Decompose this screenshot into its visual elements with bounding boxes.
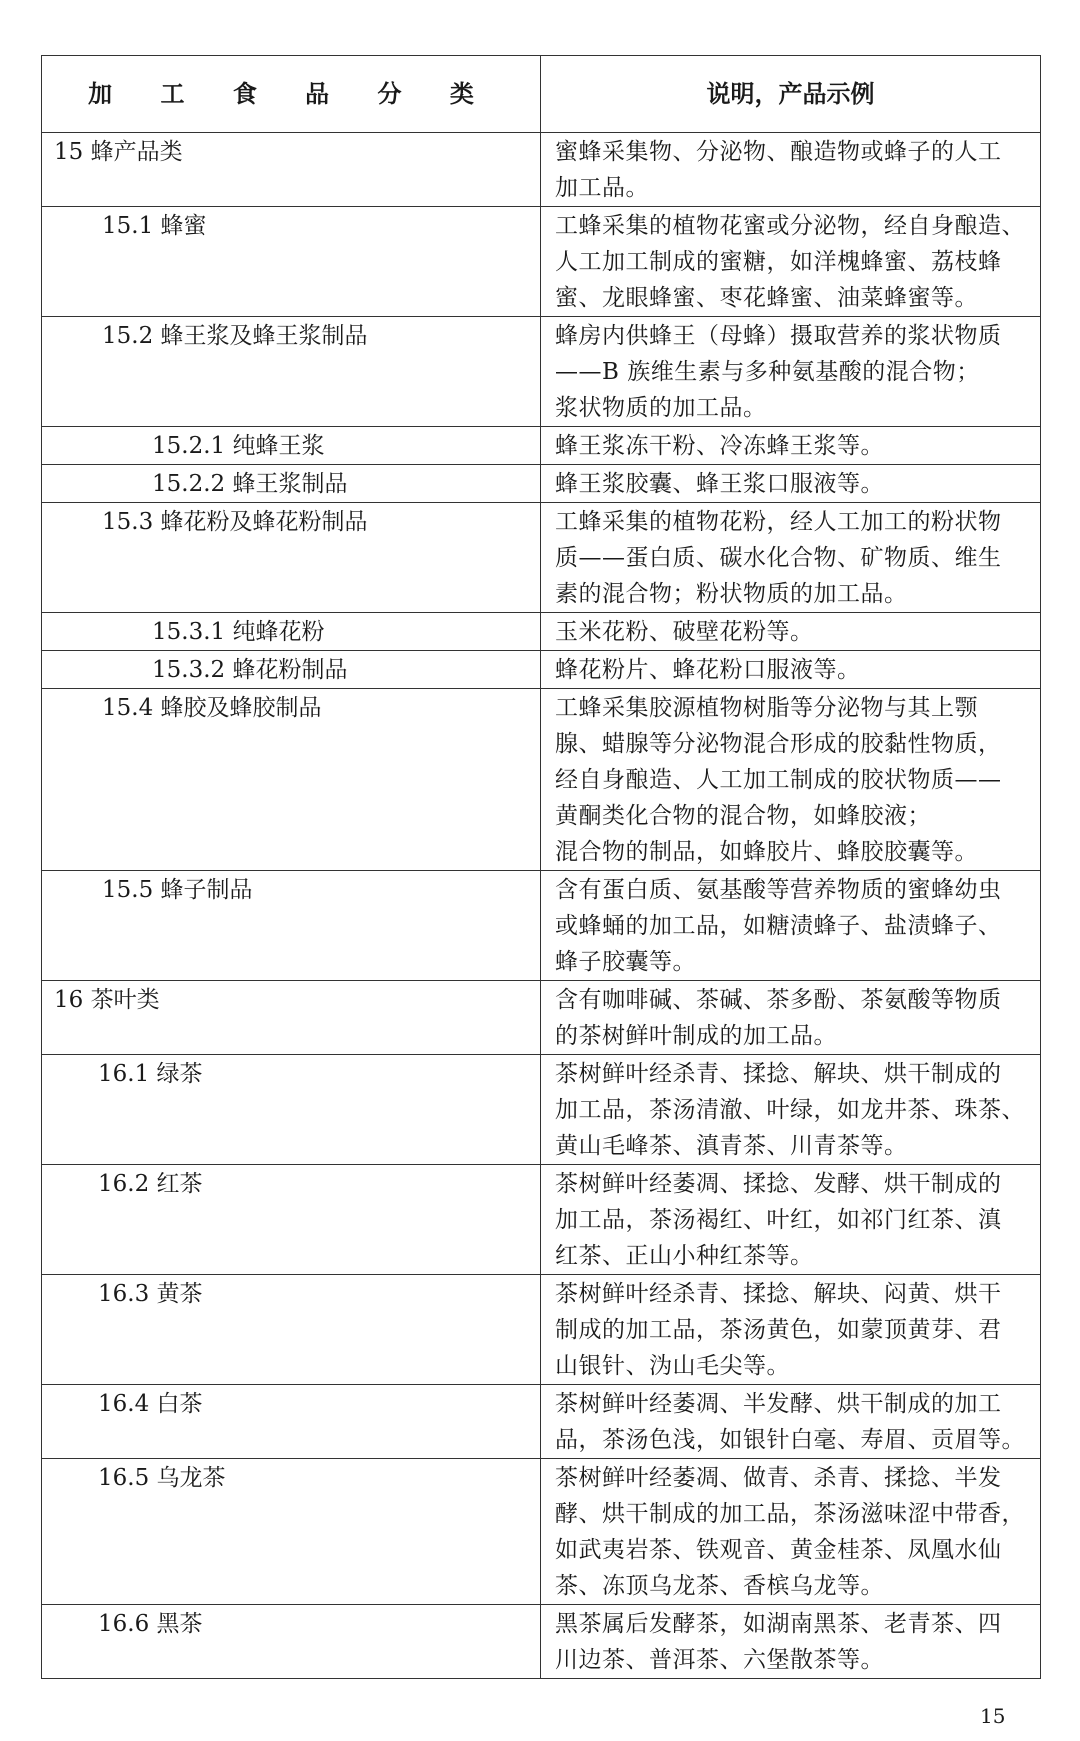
description-line: 经自身酿造、人工加工制成的胶状物质—— <box>555 767 1002 793</box>
description-line: 山银针、沩山毛尖等。 <box>555 1353 790 1379</box>
description-line: 浆状物质的加工品。 <box>555 395 767 421</box>
table-row <box>42 1165 1041 1275</box>
category-label: 15.3.2 蜂花粉制品 <box>152 657 348 683</box>
category-cell <box>42 651 541 689</box>
category-label: 15.5 蜂子制品 <box>102 877 253 903</box>
table-row <box>42 981 1041 1055</box>
table-header-row <box>42 56 1041 133</box>
description-line: 茶、冻顶乌龙茶、香槟乌龙等。 <box>555 1573 884 1599</box>
description-line: 茶树鲜叶经萎凋、做青、杀青、揉捻、半发 <box>555 1465 1002 1491</box>
category-label: 15.4 蜂胶及蜂胶制品 <box>102 695 322 721</box>
description-line: 蜜蜂采集物、分泌物、酿造物或蜂子的人工 <box>555 139 1002 165</box>
category-label: 15.2.1 纯蜂王浆 <box>152 433 325 459</box>
category-cell <box>42 981 541 1055</box>
table-row <box>42 1385 1041 1459</box>
description-line: 蜂王浆胶囊、蜂王浆口服液等。 <box>555 471 884 497</box>
category-cell <box>42 1385 541 1459</box>
description-cell <box>541 465 1041 503</box>
table-row <box>42 613 1041 651</box>
description-cell <box>541 651 1041 689</box>
category-cell <box>42 613 541 651</box>
description-line: 蜂王浆冻干粉、冷冻蜂王浆等。 <box>555 433 884 459</box>
description-cell <box>541 207 1041 317</box>
category-cell <box>42 1275 541 1385</box>
description-line: 制成的加工品，茶汤黄色，如蒙顶黄芽、君 <box>555 1317 1002 1343</box>
description-line: 加工品，茶汤清澈、叶绿，如龙井茶、珠茶、 <box>555 1097 1025 1123</box>
table-row <box>42 689 1041 871</box>
description-line: 混合物的制品，如蜂胶片、蜂胶胶囊等。 <box>555 839 978 865</box>
category-cell <box>42 871 541 981</box>
description-line: 工蜂采集的植物花粉，经人工加工的粉状物 <box>555 509 1002 535</box>
table-row <box>42 1605 1041 1679</box>
description-line: 工蜂采集的植物花蜜或分泌物，经自身酿造、 <box>555 213 1025 239</box>
category-label: 16.2 红茶 <box>98 1171 203 1197</box>
description-line: 玉米花粉、破壁花粉等。 <box>555 619 814 645</box>
header-category: 加 工 食 品 分 类 <box>42 56 541 133</box>
description-line: 蜂房内供蜂王（母蜂）摄取营养的浆状物质 <box>555 323 1002 349</box>
table-row <box>42 1055 1041 1165</box>
table-row <box>42 133 1041 207</box>
category-cell <box>42 1459 541 1605</box>
description-line: 茶树鲜叶经萎凋、揉捻、发酵、烘干制成的 <box>555 1171 1002 1197</box>
category-label: 16.1 绿茶 <box>98 1061 203 1087</box>
description-line: 含有蛋白质、氨基酸等营养物质的蜜蜂幼虫 <box>555 877 1002 903</box>
description-cell <box>541 689 1041 871</box>
category-label: 16.3 黄茶 <box>98 1281 203 1307</box>
description-line: 加工品，茶汤褐红、叶红，如祁门红茶、滇 <box>555 1207 1002 1233</box>
category-label: 15.1 蜂蜜 <box>102 213 207 239</box>
category-label: 16.6 黑茶 <box>98 1611 203 1637</box>
category-label: 15.3.1 纯蜂花粉 <box>152 619 325 645</box>
table-row <box>42 207 1041 317</box>
description-line: 酵、烘干制成的加工品，茶汤滋味涩中带香， <box>555 1501 1025 1527</box>
description-line: 加工品。 <box>555 175 649 201</box>
category-cell <box>42 133 541 207</box>
description-line: 蜜、龙眼蜂蜜、枣花蜂蜜、油菜蜂蜜等。 <box>555 285 978 311</box>
table-row <box>42 465 1041 503</box>
description-line: ——B 族维生素与多种氨基酸的混合物； <box>555 359 980 385</box>
description-line: 蜂子胶囊等。 <box>555 949 696 975</box>
description-cell <box>541 1165 1041 1275</box>
category-label: 15.3 蜂花粉及蜂花粉制品 <box>102 509 368 535</box>
category-cell <box>42 689 541 871</box>
description-line: 黄山毛峰茶、滇青茶、川青茶等。 <box>555 1133 908 1159</box>
category-cell <box>42 1605 541 1679</box>
table-row <box>42 503 1041 613</box>
description-cell <box>541 1385 1041 1459</box>
description-line: 黑茶属后发酵茶，如湖南黑茶、老青茶、四 <box>555 1611 1002 1637</box>
table-body <box>42 133 1041 1679</box>
table-row <box>42 1459 1041 1605</box>
category-label: 15 蜂产品类 <box>54 139 183 165</box>
description-line: 工蜂采集胶源植物树脂等分泌物与其上颚 <box>555 695 978 721</box>
description-cell <box>541 613 1041 651</box>
description-line: 人工加工制成的蜜糖，如洋槐蜂蜜、荔枝蜂 <box>555 249 1002 275</box>
category-label: 16 茶叶类 <box>54 987 160 1013</box>
category-cell <box>42 317 541 427</box>
table-row <box>42 317 1041 427</box>
category-cell <box>42 465 541 503</box>
description-cell <box>541 1459 1041 1605</box>
description-cell <box>541 1055 1041 1165</box>
description-cell <box>541 981 1041 1055</box>
description-line: 川边茶、普洱茶、六堡散茶等。 <box>555 1647 884 1673</box>
description-line: 红茶、正山小种红茶等。 <box>555 1243 814 1269</box>
description-line: 蜂花粉片、蜂花粉口服液等。 <box>555 657 861 683</box>
description-cell <box>541 1605 1041 1679</box>
table-row <box>42 1275 1041 1385</box>
table-row <box>42 651 1041 689</box>
category-label: 16.4 白茶 <box>98 1391 203 1417</box>
page-number: 15 <box>980 1704 1006 1728</box>
description-cell <box>541 1275 1041 1385</box>
table-row <box>42 427 1041 465</box>
description-line: 素的混合物；粉状物质的加工品。 <box>555 581 908 607</box>
description-line: 的茶树鲜叶制成的加工品。 <box>555 1023 837 1049</box>
description-line: 黄酮类化合物的混合物，如蜂胶液； <box>555 803 931 829</box>
food-classification-table <box>41 55 1041 1679</box>
category-cell <box>42 207 541 317</box>
description-line: 茶树鲜叶经杀青、揉捻、解块、闷黄、烘干 <box>555 1281 1002 1307</box>
description-cell <box>541 871 1041 981</box>
category-label: 16.5 乌龙茶 <box>98 1465 226 1491</box>
description-cell <box>541 427 1041 465</box>
category-label: 15.2.2 蜂王浆制品 <box>152 471 348 497</box>
description-cell <box>541 133 1041 207</box>
category-cell <box>42 503 541 613</box>
table-row <box>42 871 1041 981</box>
description-line: 品，茶汤色浅，如银针白毫、寿眉、贡眉等。 <box>555 1427 1025 1453</box>
description-line: 或蜂蛹的加工品，如糖渍蜂子、盐渍蜂子、 <box>555 913 1002 939</box>
header-description: 说明，产品示例 <box>541 56 1041 133</box>
category-cell <box>42 1055 541 1165</box>
description-line: 茶树鲜叶经杀青、揉捻、解块、烘干制成的 <box>555 1061 1002 1087</box>
description-cell <box>541 503 1041 613</box>
category-label: 15.2 蜂王浆及蜂王浆制品 <box>102 323 368 349</box>
description-line: 质——蛋白质、碳水化合物、矿物质、维生 <box>555 545 1002 571</box>
category-cell <box>42 1165 541 1275</box>
description-line: 含有咖啡碱、茶碱、茶多酚、茶氨酸等物质 <box>555 987 1002 1013</box>
category-cell <box>42 427 541 465</box>
description-line: 如武夷岩茶、铁观音、黄金桂茶、凤凰水仙 <box>555 1537 1002 1563</box>
description-line: 腺、蜡腺等分泌物混合形成的胶黏性物质， <box>555 731 1002 757</box>
description-line: 茶树鲜叶经萎凋、半发酵、烘干制成的加工 <box>555 1391 1002 1417</box>
description-cell <box>541 317 1041 427</box>
